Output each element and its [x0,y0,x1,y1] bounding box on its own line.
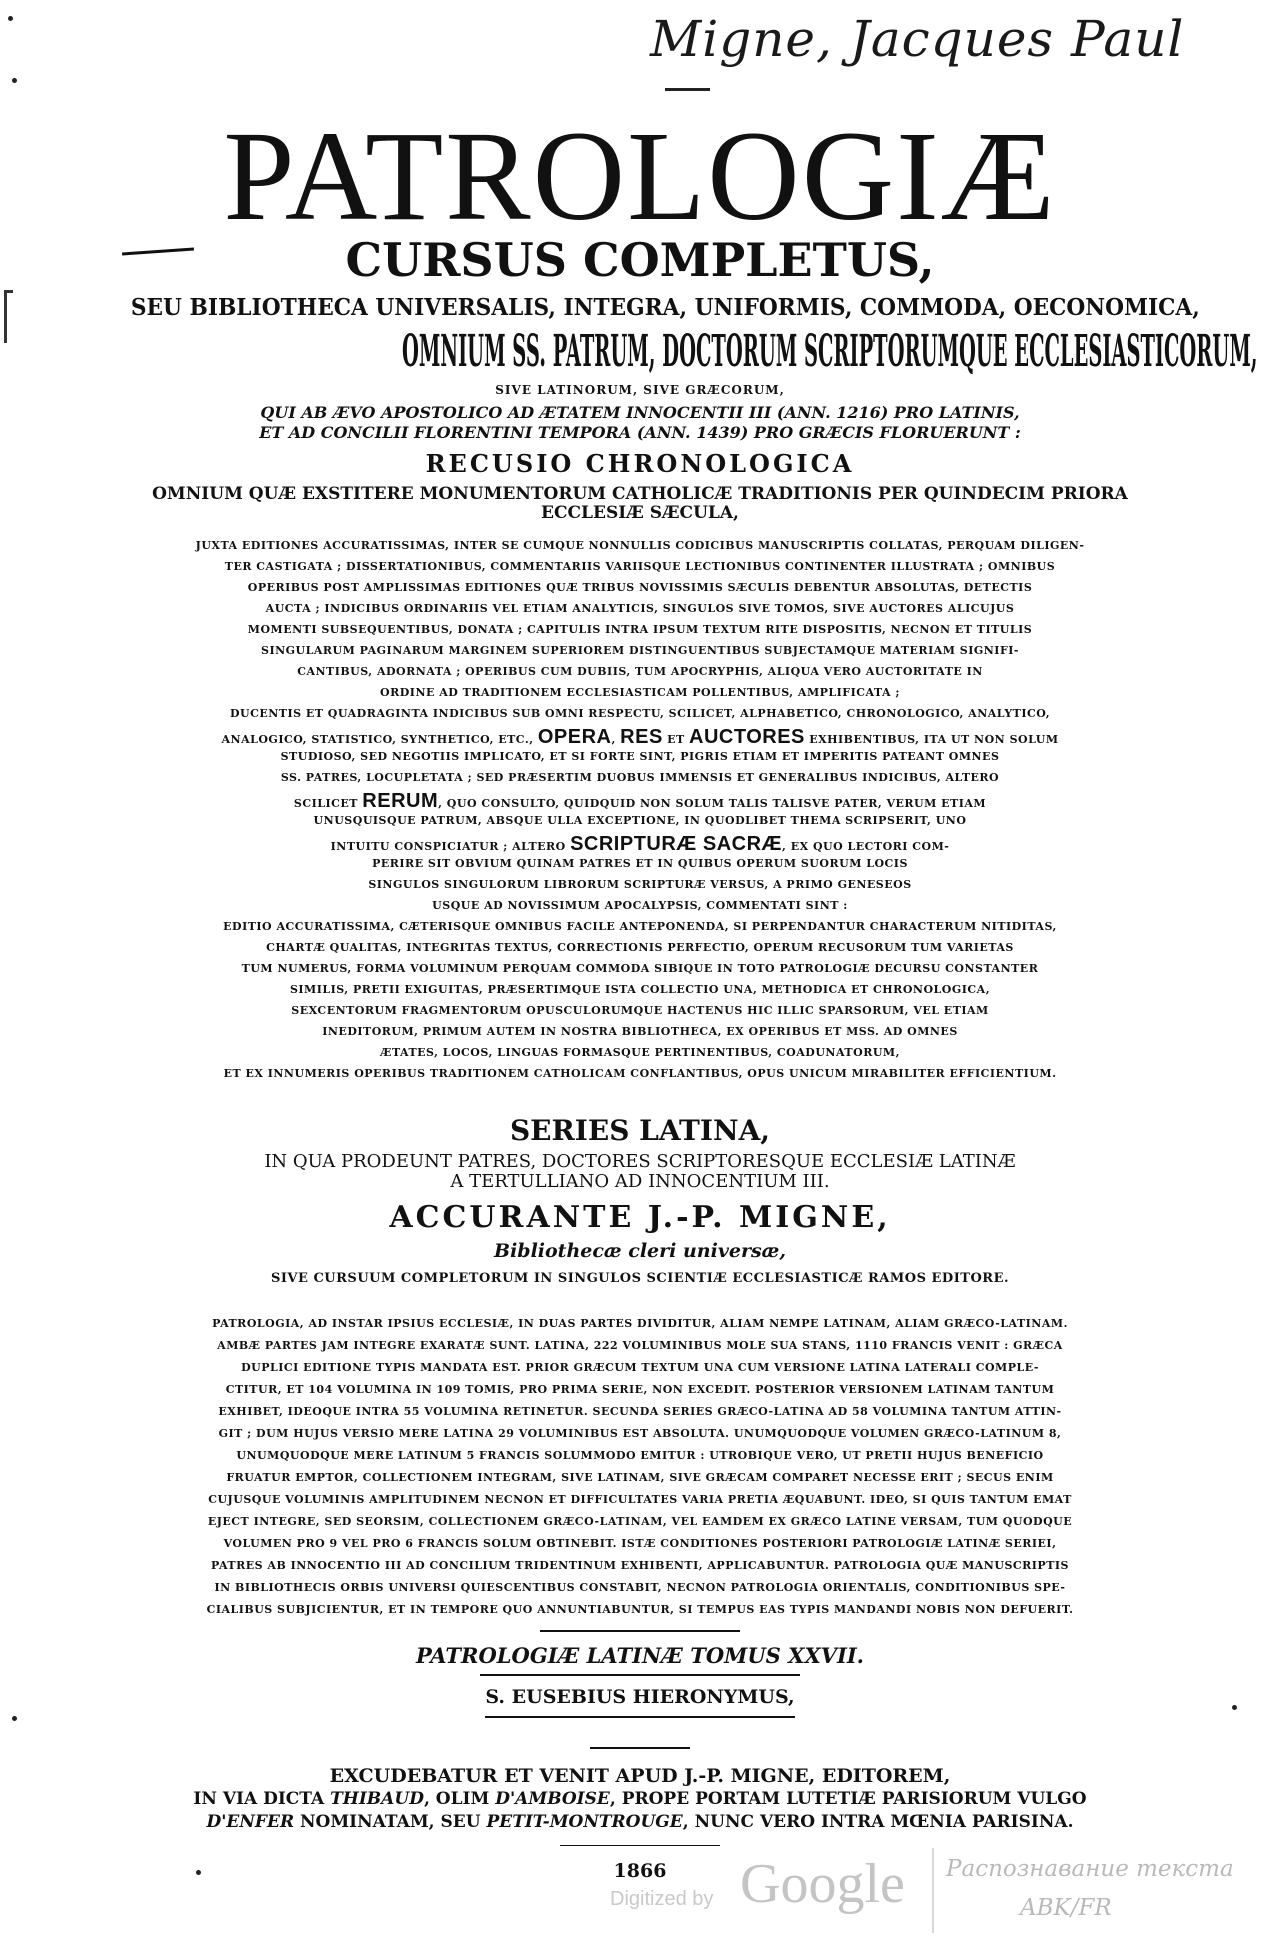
fine-text-line: UNUSQUISQUE PATRUM, ABSQUE ULLA EXCEPTIONE, IN QUODLIBET THEMA SCRIPSERIT, UNO [313,814,967,827]
recusio-heading: RECUSIO CHRONOLOGICA [425,449,855,478]
divider-rule [590,1747,690,1749]
imprint-line: EXCUDEBATUR ET VENIT APUD J.-P. MIGNE, EDITOREM, [329,1765,951,1787]
qui-line: ET AD CONCILII FLORENTINI TEMPORA (ANN. 1439) PRO GRÆCIS FLORUERUNT : [259,423,1021,442]
digitized-by-watermark: Digitized by [610,1888,714,1910]
ocr-credit-watermark: ABK/FR [1020,1895,1112,1921]
qui-line: QUI AB ÆVO APOSTOLICO AD ÆTATEM INNOCENTII III (ANN. 1216) PRO LATINIS, [260,403,1020,422]
seu-line: SEU BIBLIOTHECA UNIVERSALIS, INTEGRA, UNIFORMIS, COMMODA, OECONOMICA, [130,294,1200,321]
sive-cursuum-line: SIVE CURSUUM COMPLETORUM IN SINGULOS SCIENTIÆ ECCLESIASTICÆ RAMOS EDITORE. [270,1271,1010,1286]
fine-text-line: CUJUSQUE VOLUMINIS AMPLITUDINEM NECNON ET DIFFICULTATES VARIA PRETIA ÆQUABUNT. IDEO, SI QUIS TANTUM EMAT [208,1493,1072,1506]
margin-speck [1232,1705,1237,1710]
fine-text-line: SINGULOS SINGULORUM LIBRORUM SCRIPTURÆ VERSUS, A PRIMO GENESEOS [368,878,912,891]
divider-rule [560,1845,720,1846]
divider-rule [540,1630,740,1632]
fine-text-line: ORDINE AD TRADITIONEM ECCLESIASTICAM POLLENTIBUS, AMPLIFICATA ; [380,686,900,699]
text-run: ET [662,733,690,746]
text-run: , NUNC VERO INTRA MŒNIA PARISINA. [682,1812,1074,1832]
fine-text-line: SEXCENTORUM FRAGMENTORUM OPUSCULORUMQUE HACTENUS HIC ILLIC SPARSORUM, VEL ETIAM [291,1004,989,1017]
text-run: SCILICET [293,797,363,810]
text-run: NOMINATAM, SEU [294,1812,487,1832]
omnium-quae-line: OMNIUM QUÆ EXSTITERE MONUMENTORUM CATHOLICÆ TRADITIONIS PER QUINDECIM PRIORA [152,484,1128,504]
text-run: EXHIBENTIBUS, ITA UT NON SOLUM [804,733,1059,746]
fine-text-line: EDITIO ACCURATISSIMA, CÆTERISQUE OMNIBUS FACILE ANTEPONENDA, SI PERPENDANTUR CHARACTERUM NITIDITAS, [223,920,1057,933]
intuitu-line [100,834,1180,854]
margin-bracket-mark [4,290,13,343]
fine-text-line: AMBÆ PARTES JAM INTEGRE EXARATÆ SUNT. LATINA, 222 VOLUMINIBUS MOLE SUA STANS, 1110 FRANCIS VENIT : GRÆCA [217,1339,1063,1352]
fine-text-line: USQUE AD NOVISSIMUM APOCALYPSIS, COMMENTATI SINT : [432,899,848,912]
omnium-quae-line: ECCLESIÆ SÆCULA, [541,503,739,523]
rerum-word: RERUM [362,790,439,812]
fine-text-line: GIT ; DUM HUJUS VERSIO MERE LATINA 29 VOLUMINIBUS EST ABSOLUTA. UNUMQUODQUE VOLUMEN GRÆCO-LATINUM 8, [218,1427,1062,1440]
fine-text-line: EJECT INTEGRE, SED SEORSIM, COLLECTIONEM GRÆCO-LATINAM, VEL EAMDEM EX GRÆCO LATINE VERSAM, TUM QUODQUE [207,1515,1073,1528]
fine-text-line: CTITUR, ET 104 VOLUMINA IN 109 TOMIS, PRO PRIMA SERIE, NON EXCEDIT. POSTERIOR VERSIONEM LATINAM TANTUM [225,1383,1055,1396]
opera-word: OPERA [537,726,612,748]
thibaud-italic: THIBAUD [330,1789,424,1809]
fine-text-line: DUPLICI EDITIONE TYPIS MANDATA EST. PRIOR GRÆCUM TEXTUM UNA CUM VERSIONE LATINA LATERALI COMPLE- [241,1361,1039,1374]
fine-text-line: SS. PATRES, LOCUPLETATA ; SED PRÆSERTIM DUOBUS IMMENSIS ET GENERALIBUS INDICIBUS, ALTERO [280,771,1000,784]
tomus-line: PATROLOGIÆ LATINÆ TOMUS XXVII. [415,1643,864,1668]
fine-text-line: CIALIBUS SUBJICIENTUR, ET IN TEMPORE QUO ANNUNTIABUNTUR, SI TEMPUS EAS TYPIS MANDANDI NOBIS NON DEFUERIT. [206,1603,1074,1616]
fine-text-line: SIMILIS, PRETII EXIGUITAS, PRÆSERTIMQUE ISTA COLLECTIO UNA, METHODICA ET CHRONOLOGICA, [289,983,991,996]
montrouge-italic: PETIT-MONTROUGE [486,1812,683,1832]
fine-text-line: TER CASTIGATA ; DISSERTATIONIBUS, COMMENTARIIS VARIISQUE LECTIONIBUS CONTINENTER ILLUSTRATA ; OMNIBUS [224,560,1056,573]
series-line: IN QUA PRODEUNT PATRES, DOCTORES SCRIPTORESQUE ECCLESIÆ LATINÆ [264,1151,1016,1172]
text-run: IN VIA DICTA [193,1789,331,1809]
fine-text-line: EXHIBET, IDEOQUE INTRA 55 VOLUMINA RETINETUR. SECUNDA SERIES GRÆCO-LATINA AD 58 VOLUMINA TANTUM ATTIN- [218,1405,1062,1418]
handwritten-underline [665,88,710,91]
fine-text-line: AUCTA ; INDICIBUS ORDINARIIS VEL ETIAM ANALYTICIS, SINGULOS SIVE TOMOS, SIVE AUCTORES ALICUJUS [265,602,1015,615]
sive-line: SIVE LATINORUM, SIVE GRÆCORUM, [495,383,785,397]
text-run: , [611,733,621,746]
fine-text-line: SINGULARUM PAGINARUM MARGINEM SUPERIOREM DISTINGUENTIBUS SUBJECTAMQUE MATERIAM SIGNIFI- [261,644,1019,657]
imprint-address-line [100,1814,1180,1831]
bibliothecae-line: Bibliothecæ cleri universæ, [494,1240,786,1262]
analogico-line [100,727,1180,747]
series-line: A TERTULLIANO AD INNOCENTIUM III. [450,1171,830,1192]
fine-text-line: TUM NUMERUS, FORMA VOLUMINUM PERQUAM COMMODA SIBIQUE IN TOTO PATROLOGIÆ DECURSU CONSTANTER [241,962,1039,975]
scilicet-line [100,791,1180,811]
fine-text-line: ET EX INNUMERIS OPERIBUS TRADITIONEM CATHOLICAM CONFLANTIBUS, OPUS UNICUM MIRABILITER EFFICIENTIUM. [223,1067,1057,1080]
margin-speck [12,1716,17,1721]
fine-text-line: IN BIBLIOTHECIS ORBIS UNIVERSI QUIESCENTIBUS CONSTABIT, NECNON PATROLOGIA ORIENTALIS, CONDITIONIBUS SPE- [214,1581,1066,1594]
google-logo-watermark: Google [740,1853,905,1915]
editor-line: ACCURANTE J.-P. MIGNE, [389,1200,891,1235]
fine-text-line: JUXTA EDITIONES ACCURATISSIMAS, INTER SE CUMQUE NONNULLIS CODICIBUS MANUSCRIPTIS COLLATAS, PERQUAM DILIGEN- [195,539,1085,552]
margin-speck [12,78,17,83]
series-heading: SERIES LATINA, [509,1114,771,1147]
text-run: , EX QUO LECTORI COM- [782,840,950,853]
fine-text-line: STUDIOSO, SED NEGOTIIS IMPLICATO, ET SI FORTE SINT, PIGRIS ETIAM ET IMPERITIS PATEANT OMNES [280,750,1000,763]
fine-text-line: PATROLOGIA, AD INSTAR IPSIUS ECCLESIÆ, IN DUAS PARTES DIVIDITUR, ALIAM NEMPE LATINAM, ALIAM GRÆCO-LATINAM. [212,1317,1068,1330]
margin-speck [8,16,13,21]
fine-text-line: FRUATUR EMPTOR, COLLECTIONEM INTEGRAM, SIVE LATINAM, SIVE GRÆCAM COMPARET NECESSE ERIT ; SECUS ENIM [226,1471,1054,1484]
imprint-address-line [100,1791,1180,1808]
text-run: ANALOGICO, STATISTICO, SYNTHETICO, ETC., [221,733,538,746]
text-run: INTUITU CONSPICIATUR ; ALTERO [330,840,571,853]
ocr-credit-watermark: Распознавание текста [946,1856,1234,1882]
res-word: RES [620,726,663,748]
auctores-word: AUCTORES [689,726,805,748]
handwritten-author-note: Migne, Jacques Paul [650,10,1185,68]
fine-text-line: OPERIBUS POST AMPLISSIMAS EDITIONES QUÆ TRIBUS NOVISSIMIS SÆCULIS DEBENTUR ABSOLUTAS, DETECTIS [247,581,1033,594]
fine-text-line: PATRES AB INNOCENTIO III AD CONCILIUM TRIDENTINUM EXHIBENTI, APPLICABUNTUR. PATROLOGIA QUÆ MANUSCRIPTIS [211,1559,1069,1572]
fine-text-line: CHARTÆ QUALITAS, INTEGRITAS TEXTUS, CORRECTIONIS PERFECTIO, OPERUM RECUSORUM TUM VARIETAS [266,941,1014,954]
enfer-italic: D'ENFER [206,1812,295,1832]
divider-rule [485,1716,795,1718]
fine-text-line: PERIRE SIT OBVIUM QUINAM PATRES ET IN QUIBUS OPERUM SUORUM LOCIS [372,857,908,870]
main-title: PATROLOGIÆ [223,105,1057,247]
omnium-line: OMNIUM SS. PATRUM, DOCTORUM SCRIPTORUMQUE ECCLESIASTICORUM, [402,326,1258,377]
fine-text-line: INEDITORUM, PRIMUM AUTEM IN NOSTRA BIBLIOTHECA, EX OPERIBUS ET MSS. AD OMNES [322,1025,958,1038]
divider-rule [480,1674,800,1676]
fine-text-line: VOLUMEN PRO 9 VEL PRO 6 FRANCIS SOLUM OBTINEBIT. ISTÆ CONDITIONES POSTERIORI PATROLOGIÆ LATINÆ SERIEI, [223,1537,1057,1550]
scripturae-sacrae-words: SCRIPTURÆ SACRÆ [570,833,783,855]
text-run: , PROPE PORTAM LUTETIÆ PARISIORUM VULGO [609,1789,1087,1809]
author-line: S. EUSEBIUS HIERONYMUS, [485,1686,795,1708]
ambroise-italic: D'AMBOISE [495,1789,610,1809]
fine-text-line: DUCENTIS ET QUADRAGINTA INDICIBUS SUB OMNI RESPECTU, SCILICET, ALPHABETICO, CHRONOLOGICO, ANALYTICO, [229,707,1051,720]
fine-text-line: CANTIBUS, ADORNATA ; OPERIBUS CUM DUBIIS, TUM APOCRYPHIS, ALIQUA VERO AUCTORITATE IN [297,665,983,678]
fine-text-line: ÆTATES, LOCOS, LINGUAS FORMASQUE PERTINENTIBUS, COADUNATORUM, [380,1046,900,1059]
text-run: , OLIM [423,1789,496,1809]
fine-text-line: UNUMQUODQUE MERE LATINUM 5 FRANCIS SOLUMMODO EMITUR : UTROBIQUE VERO, UT PRETII HUJUS BENEFICIO [236,1449,1044,1462]
publication-year: 1866 [613,1860,667,1882]
subtitle: CURSUS COMPLETUS, [345,233,935,287]
fine-text-line: MOMENTI SUBSEQUENTIBUS, DONATA ; CAPITULIS INTRA IPSUM TEXTUM RITE DISPOSITIS, NECNON ET TITULIS [247,623,1033,636]
text-run: , QUO CONSULTO, QUIDQUID NON SOLUM TALIS TALISVE PATER, VERUM ETIAM [438,797,987,810]
watermark-divider [932,1848,934,1933]
